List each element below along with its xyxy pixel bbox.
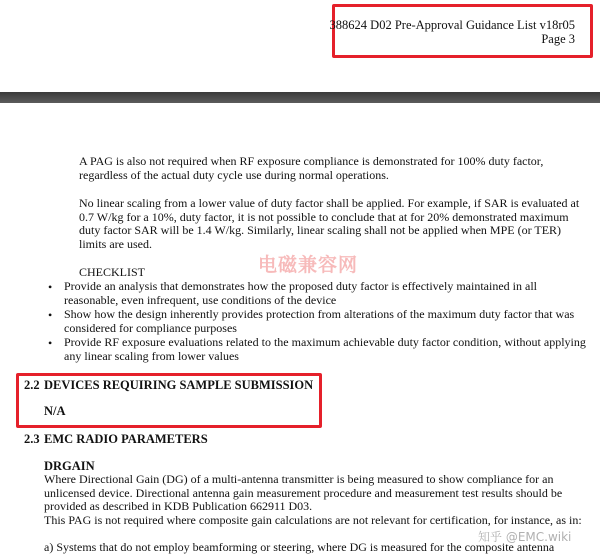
section-2-3-number: 2.3 xyxy=(24,432,40,446)
watermark-center: 电磁兼容网 xyxy=(258,254,359,276)
drgain-pag-paragraph: This PAG is not required where composite gain calculations are not relevant for certification, for instance, as in: xyxy=(44,513,582,527)
document-title: 388624 D02 Pre-Approval Guidance List v18r05 xyxy=(329,18,575,32)
header-divider xyxy=(0,92,600,103)
paragraph-pag-not-required: A PAG is also not required when RF exposure compliance is demonstrated for 100% duty factor, regardless of the actual duty cycle use during normal operations. xyxy=(79,154,544,182)
section-2-2-number: 2.2 xyxy=(24,378,40,392)
drgain-paragraph: Where Directional Gain (DG) of a multi-antenna transmitter is being measured to show compliance for an unlicensed device. Directional antenna gain measurement procedure and measurement test results should be provided as described in KDB Publication 662911 D03. xyxy=(44,472,563,513)
bullet-icon: • xyxy=(48,336,53,350)
drgain-subheading: DRGAIN xyxy=(44,459,95,473)
bullet-icon: • xyxy=(48,280,53,294)
drgain-list-item: a) Systems that do not employ beamforming or steering, where DG is measured for the composite antenna xyxy=(44,540,555,554)
page-number: Page 3 xyxy=(541,32,575,46)
paragraph-linear-scaling: No linear scaling from a lower value of duty factor shall be applied. For example, if SAR is evaluated at 0.7 W/kg for a 10%, duty factor, it is not possible to conclude that at for 20% demonstrated maximum duty factor SAR will be 1.4 W/kg. Similarly, linear scaling shall not be applied when MPE (or TER) limits are used. xyxy=(79,196,580,251)
header-highlight-box xyxy=(329,4,593,58)
section-2-2-title: DEVICES REQUIRING SAMPLE SUBMISSION xyxy=(44,378,314,392)
checklist-item: Provide an analysis that demonstrates how the proposed duty factor is effectively maintained in all reasonable, even infrequent, use conditions of the device xyxy=(64,279,537,307)
checklist-item: Show how the design inherently provides protection from alterations of the maximum duty factor that was considered for compliance purposes xyxy=(64,307,575,335)
section-2-3-title: EMC RADIO PARAMETERS xyxy=(44,432,208,446)
checklist-heading: CHECKLIST xyxy=(79,265,145,279)
section-2-2-content: N/A xyxy=(44,404,66,418)
checklist-item: Provide RF exposure evaluations related to the maximum achievable duty factor condition, without applying any linear scaling from lower values xyxy=(64,335,586,363)
watermark-corner: 知乎 @EMC.wiki xyxy=(478,530,572,544)
bullet-icon: • xyxy=(48,308,53,322)
